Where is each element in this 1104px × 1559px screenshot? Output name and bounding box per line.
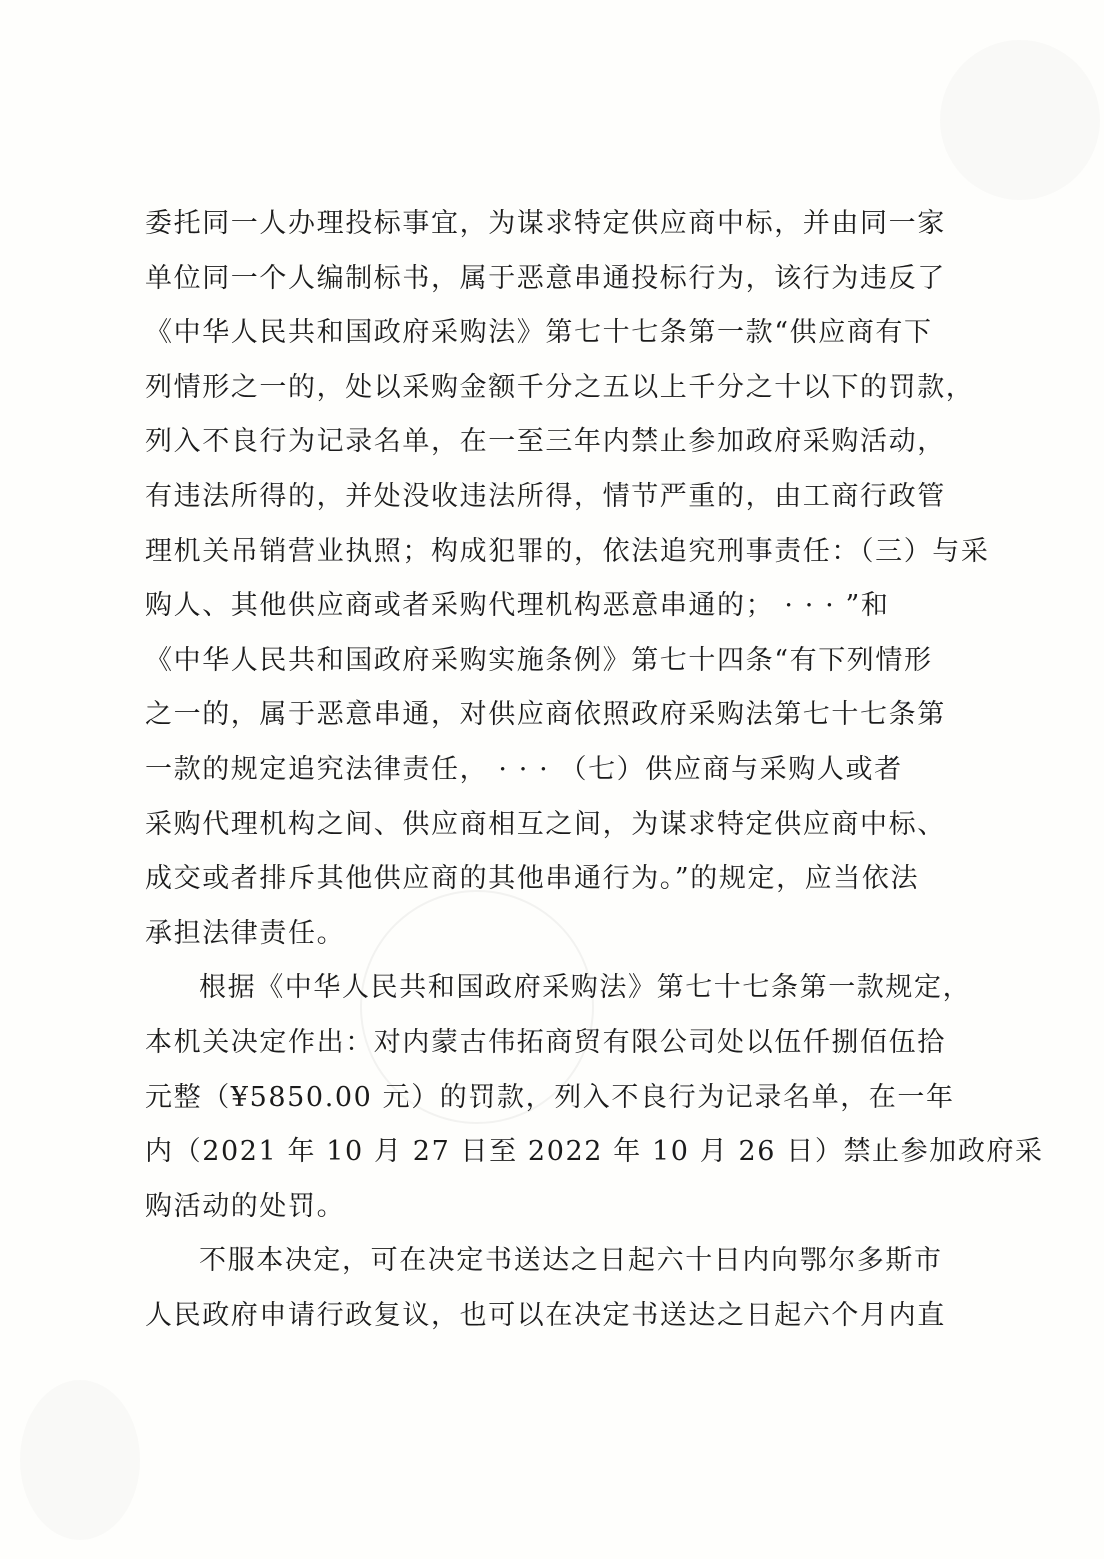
text-line: 采购代理机构之间、供应商相互之间，为谋求特定供应商中标、 xyxy=(145,808,946,840)
document-body xyxy=(145,197,1044,1343)
text-line: 元整（¥5850.00 元）的罚款，列入不良行为记录名单，在一年 xyxy=(145,1081,955,1113)
text-line: 一款的规定追究法律责任， · · · （七）供应商与采购人或者 xyxy=(145,753,903,785)
scan-smudge xyxy=(20,1380,140,1540)
text-line: 内（2021 年 10 月 27 日至 2022 年 10 月 26 日）禁止参加政府采 xyxy=(145,1136,1044,1168)
text-line: 单位同一个人编制标书，属于恶意串通投标行为，该行为违反了 xyxy=(145,262,946,294)
text-line: 委托同一人办理投标事宜，为谋求特定供应商中标，并由同一家 xyxy=(145,208,946,239)
text-line: 成交或者排斥其他供应商的其他串通行为。”的规定，应当依法 xyxy=(145,863,920,895)
text-line: 列入不良行为记录名单，在一至三年内禁止参加政府采购活动， xyxy=(145,426,946,458)
text-line: 《中华人民共和国政府采购法》第七十七条第一款“供应商有下 xyxy=(145,317,933,349)
text-line: 之一的，属于恶意串通，对供应商依照政府采购法第七十七条第 xyxy=(145,699,946,731)
text-line: 理机关吊销营业执照；构成犯罪的，依法追究刑事责任：（三）与采 xyxy=(145,535,990,567)
text-line: 有违法所得的，并处没收违法所得，情节严重的，由工商行政管 xyxy=(145,480,946,512)
text-line: 《中华人民共和国政府采购实施条例》第七十四条“有下列情形 xyxy=(145,644,933,676)
text-line: 购活动的处罚。 xyxy=(145,1190,346,1222)
text-line: 购人、其他供应商或者采购代理机构恶意串通的； · · · ”和 xyxy=(145,590,890,622)
paragraph-start-line: 根据《中华人民共和国政府采购法》第七十七条第一款规定， xyxy=(199,972,972,1004)
text-line: 本机关决定作出：对内蒙古伟拓商贸有限公司处以伍仟捌佰伍拾 xyxy=(145,1026,946,1058)
scan-smudge xyxy=(940,40,1100,200)
text-line: 承担法律责任。 xyxy=(145,917,346,949)
text-line: 人民政府申请行政复议，也可以在决定书送达之日起六个月内直 xyxy=(145,1299,946,1331)
paragraph-start-line: 不服本决定，可在决定书送达之日起六十日内向鄂尔多斯市 xyxy=(199,1245,943,1277)
text-line: 列情形之一的，处以采购金额千分之五以上千分之十以下的罚款， xyxy=(145,371,975,403)
